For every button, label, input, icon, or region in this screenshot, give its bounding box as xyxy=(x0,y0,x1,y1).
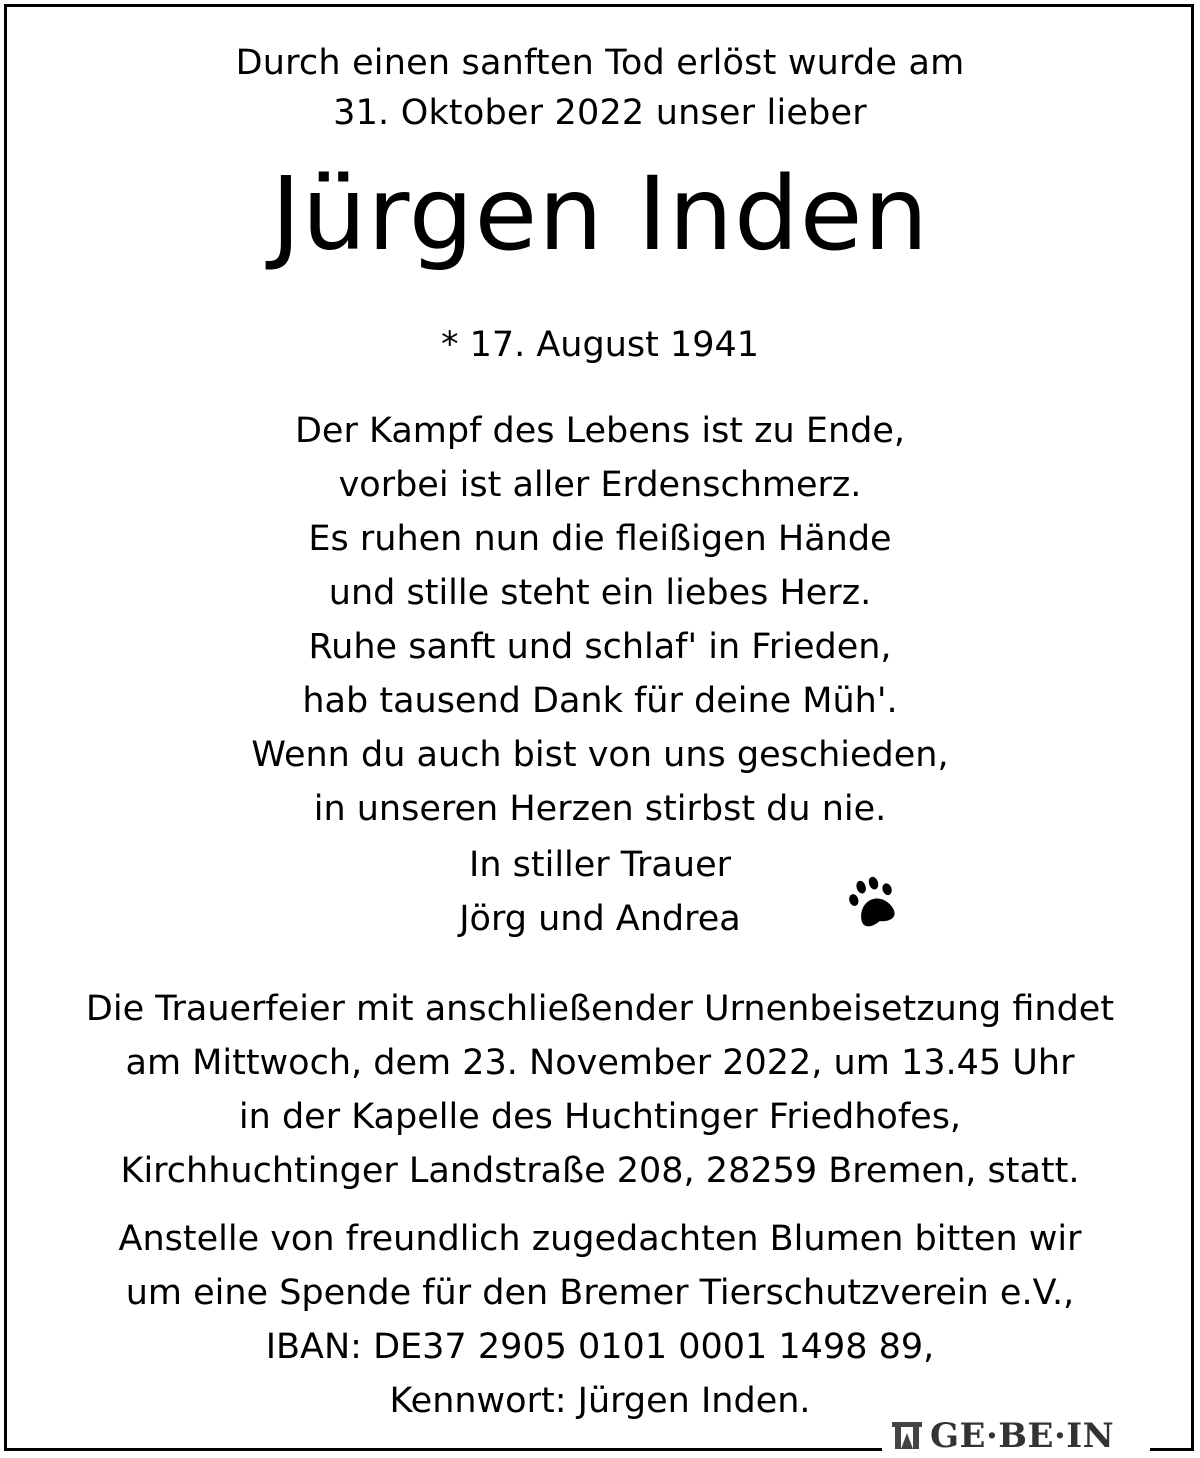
bottom-rule-right xyxy=(1150,1448,1194,1451)
poem-line: und stille steht ein liebes Herz. xyxy=(328,573,872,613)
ceremony-line: in der Kapelle des Huchtinger Friedhofes, xyxy=(238,1097,962,1137)
mourners xyxy=(0,838,1200,946)
poem-line: in unseren Herzen stirbst du nie. xyxy=(313,789,887,829)
donation-line: um eine Spende für den Bremer Tierschutzverein e.V., xyxy=(125,1273,1075,1313)
ceremony-info xyxy=(0,982,1200,1198)
bottom-rule-left xyxy=(4,1448,882,1451)
donation-info xyxy=(0,1212,1200,1428)
intro-text xyxy=(0,38,1200,138)
paw-print-icon xyxy=(844,872,904,934)
poem-line: Wenn du auch bist von uns geschieden, xyxy=(251,735,949,775)
poem-line: hab tausend Dank für deine Müh'. xyxy=(302,681,898,721)
mourners-intro: In stiller Trauer xyxy=(469,845,731,885)
poem-line: Ruhe sanft und schlaf' in Frieden, xyxy=(308,627,892,667)
deceased-name: Jürgen Inden xyxy=(270,155,930,274)
poem-line: vorbei ist aller Erdenschmerz. xyxy=(338,465,862,505)
poem-line: Der Kampf des Lebens ist zu Ende, xyxy=(294,411,906,451)
ceremony-line: Kirchhuchtinger Landstraße 208, 28259 Bremen, statt. xyxy=(120,1151,1080,1191)
donation-line: Anstelle von freundlich zugedachten Blumen bitten wir xyxy=(118,1219,1082,1259)
poem-line: Es ruhen nun die fleißigen Hände xyxy=(308,519,892,559)
intro-line-1: Durch einen sanften Tod erlöst wurde am xyxy=(235,43,965,83)
gebein-logo xyxy=(886,1416,1118,1456)
logo-text: GE·BE·IN xyxy=(930,1416,1115,1456)
ceremony-line: am Mittwoch, dem 23. November 2022, um 13.45 Uhr xyxy=(125,1043,1075,1083)
donation-line: Kennwort: Jürgen Inden. xyxy=(389,1381,811,1421)
birth-date: * 17. August 1941 xyxy=(440,325,760,365)
poem xyxy=(0,404,1200,836)
ceremony-line: Die Trauerfeier mit anschließender Urnenbeisetzung findet xyxy=(85,989,1115,1029)
mourners-names: Jörg und Andrea xyxy=(459,899,741,939)
donation-line: IBAN: DE37 2905 0101 0001 1498 89, xyxy=(265,1327,935,1367)
intro-line-2: 31. Oktober 2022 unser lieber xyxy=(333,93,867,133)
gebein-logo-mark-icon xyxy=(890,1419,924,1453)
